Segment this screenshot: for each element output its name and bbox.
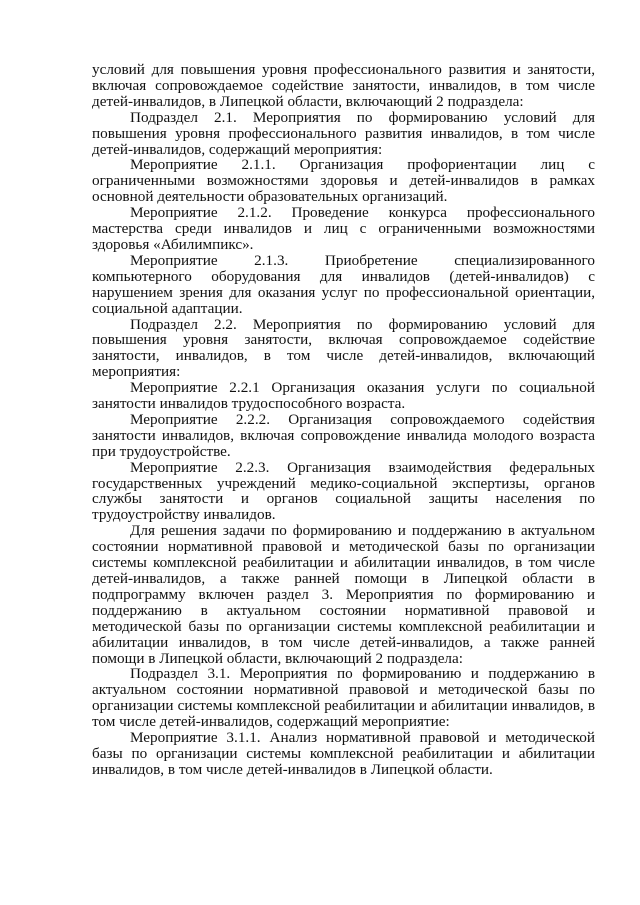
paragraph-section-3: Для решения задачи по формированию и поддержанию в актуальном состоянии нормативной правовой и методической базы по организации системы комплексной реабилитации и абилитации инвалидов, в том числе детей-инвалидов, а также ранней помощи в Липецкой области в подпрограмму включен раздел 3. Мероприятия по формированию и поддержанию в актуальном состоянии нормативной правовой и методической базы по организации системы комплексной реабилитации и абилитации инвалидов, в том числе детей-инвалидов, а также ранней помощи в Липецкой области, включающий 2 подраздела: [92,522,595,667]
paragraph-subsection-2-2: Подраздел 2.2. Мероприятия по формированию условий для повышения уровня занятости, включая сопровождаемое содействие занятости, инвалидов, в том числе детей-инвалидов, включающий мероприятия: [92,315,595,381]
document-page [92,62,595,778]
paragraph-measure-2-1-3: Мероприятие 2.1.3. Приобретение специализированного компьютерного оборудования для инвалидов (детей-инвалидов) с нарушением зрения для оказания услуг по профессиональной ориентации, социальной адаптации. [92,251,595,317]
paragraph-subsection-2-1: Подраздел 2.1. Мероприятия по формированию условий для повышения уровня профессионального развития инвалидов, в том числе детей-инвалидов, содержащий мероприятия: [92,108,595,158]
paragraph-measure-2-2-1: Мероприятие 2.2.1 Организация оказания услуги по социальной занятости инвалидов трудоспособного возраста. [92,379,595,413]
paragraph-measure-2-1-2: Мероприятие 2.1.2. Проведение конкурса профессионального мастерства среди инвалидов и лиц с ограниченными возможностями здоровья «Абилимпикс». [92,204,595,253]
paragraph-measure-3-1-1: Мероприятие 3.1.1. Анализ нормативной правовой и методической базы по организации системы комплексной реабилитации и абилитации инвалидов, в том числе детей-инвалидов в Липецкой области. [92,729,595,778]
paragraph-measure-2-2-3: Мероприятие 2.2.3. Организация взаимодействия федеральных государственных учреждений медико-социальной экспертизы, органов службы занятости и органов социальной защиты населения по трудоустройству инвалидов. [92,458,595,524]
paragraph-intro: условий для повышения уровня профессионального развития и занятости, включая сопровождаемое содействие занятости, инвалидов, в том числе детей-инвалидов, в Липецкой области, включающий 2 подраздела: [92,61,595,110]
paragraph-measure-2-1-1: Мероприятие 2.1.1. Организация профориентации лиц с ограниченными возможностями здоровья и детей-инвалидов в рамках основной деятельности образовательных организаций. [92,156,595,206]
paragraph-subsection-3-1: Подраздел 3.1. Мероприятия по формированию и поддержанию в актуальном состоянии нормативной правовой и методической базы по организации системы комплексной реабилитации и абилитации инвалидов, в том числе детей-инвалидов, содержащий мероприятие: [92,665,595,731]
paragraph-measure-2-2-2: Мероприятие 2.2.2. Организация сопровождаемого содействия занятости инвалидов, включая сопровождение инвалида молодого возраста при трудоустройстве. [92,410,595,460]
